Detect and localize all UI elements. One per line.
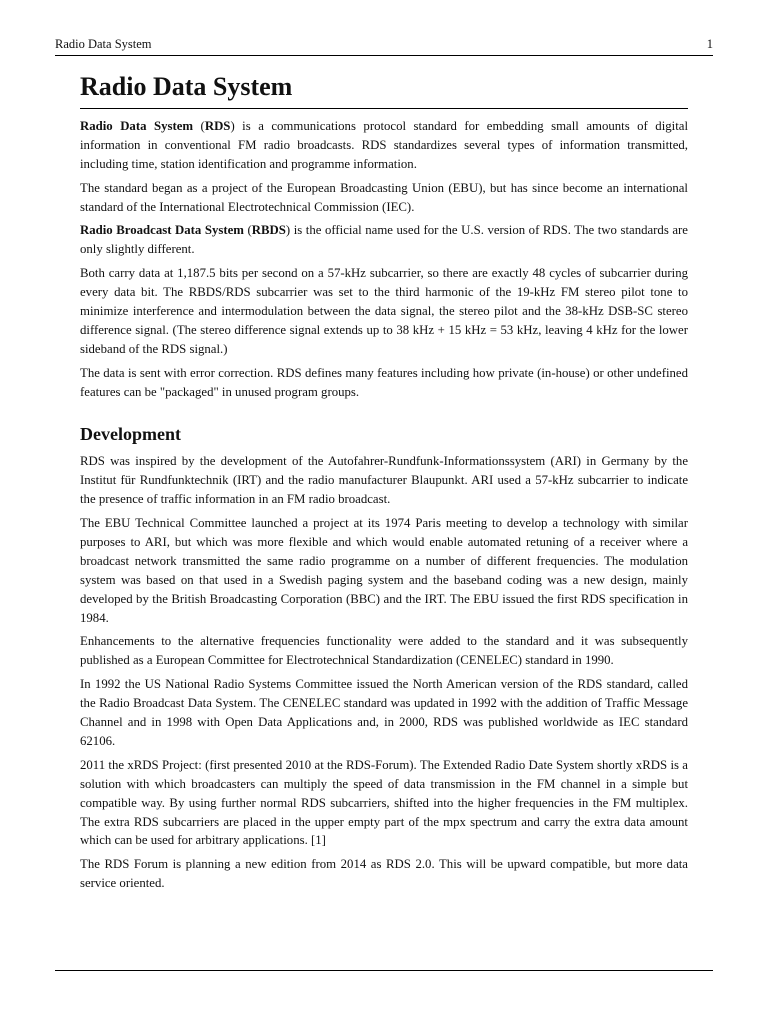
intro-paragraph-3	[80, 221, 688, 259]
intro-paragraph-5: The data is sent with error correction. RDS defines many features including how private (in-house) or other undefined features can be "packaged" in unused program groups.	[80, 365, 688, 399]
running-title: Radio Data System	[55, 37, 152, 51]
paragraph-text: ) is the official name used for the U.S. version of RDS. The two standards are only slightly different.	[80, 223, 688, 257]
intro-paragraph-2: The standard began as a project of the European Broadcasting Union (EBU), but has since become an international standard of the International Electrotechnical Commission (IEC).	[80, 180, 688, 214]
development-paragraph-1: RDS was inspired by the development of the Autofahrer-Rundfunk-Informationssystem (ARI) in Germany by the Institut für Rundfunktechnik (IRT) and the radio manufacturer Blaupunkt. ARI used a 57-kHz subcarrier to indicate the presence of traffic information in an FM radio broadcast.	[80, 454, 688, 507]
page-header	[55, 35, 713, 56]
development-paragraph-5: 2011 the xRDS Project: (first presented 2010 at the RDS-Forum). The Extended Radio Date System shortly xRDS is a solution with which broadcasters can multiply the speed of data transmission in the FM channel in a simple but compatible way. By using further normal RDS subcarriers, shifted into the higher frequencies in the FM multiplex. The extra RDS subcarriers are placed in the upper empty part of the mpx spectrum and carry the extra data amount which can be used for arbitrary applications. [1]	[80, 757, 688, 848]
development-paragraph-3: Enhancements to the alternative frequencies functionality were added to the standard and it was subsequently published as a European Committee for Electrotechnical Standardization (CENELEC) standard in 1990.	[80, 634, 688, 668]
page-number: 1	[706, 37, 713, 51]
intro-paragraph-1	[80, 117, 688, 174]
paragraph-text: ) is a communications protocol standard for embedding small amounts of digital information in conventional FM radio broadcasts. RDS standardizes several types of information transmitted, including time, station identification and programme information.	[80, 118, 689, 171]
term-rbds-abbr: RBDS	[251, 223, 286, 238]
section-heading-development: Development	[80, 423, 181, 444]
article-body	[80, 72, 688, 898]
term-rds-full: Radio Data System	[80, 118, 194, 133]
term-rds-abbr: RDS	[204, 118, 231, 133]
term-rbds-full: Radio Broadcast Data System	[80, 223, 244, 238]
intro-paragraph-4: Both carry data at 1,187.5 bits per second on a 57-kHz subcarrier, so there are exactly 48 cycles of subcarrier during every data bit. The RBDS/RDS subcarrier was set to the third harmonic of the 19-kHz FM stereo pilot tone to minimize interference and intermodulation between the data signal, the stereo pilot and the 38-kHz DSB-SC stereo difference signal. (The stereo difference signal extends up to 38 kHz + 15 kHz = 53 kHz, leaving 4 kHz for the lower sideband of the RDS signal.)	[80, 266, 688, 356]
development-paragraph-2: The EBU Technical Committee launched a project at its 1974 Paris meeting to develop a technology with similar purposes to ARI, but which was more flexible and which would enable automated retuning of a receiver where a broadcast network transmitted the same radio programme on a number of different frequencies. The modulation system was based on that used in a Swedish paging system and the baseband coding was a new design, mainly developed by the British Broadcasting Corporation (BBC) and the IRT. The EBU issued the first RDS specification in 1984.	[80, 515, 688, 625]
footer-rule	[55, 970, 713, 971]
article-title: Radio Data System	[80, 72, 688, 109]
development-paragraph-6: The RDS Forum is planning a new edition from 2014 as RDS 2.0. This will be upward compatible, but more data service oriented.	[80, 857, 688, 891]
paren-open: (	[243, 223, 252, 238]
paren-open: (	[193, 118, 205, 133]
development-paragraph-4: In 1992 the US National Radio Systems Committee issued the North American version of the RDS standard, called the Radio Broadcast Data System. The CENELEC standard was updated in 1992 with the addition of Traffic Message Channel and in 1998 with Open Data Applications and, in 2000, RDS was published worldwide as IEC standard 62106.	[80, 677, 688, 748]
